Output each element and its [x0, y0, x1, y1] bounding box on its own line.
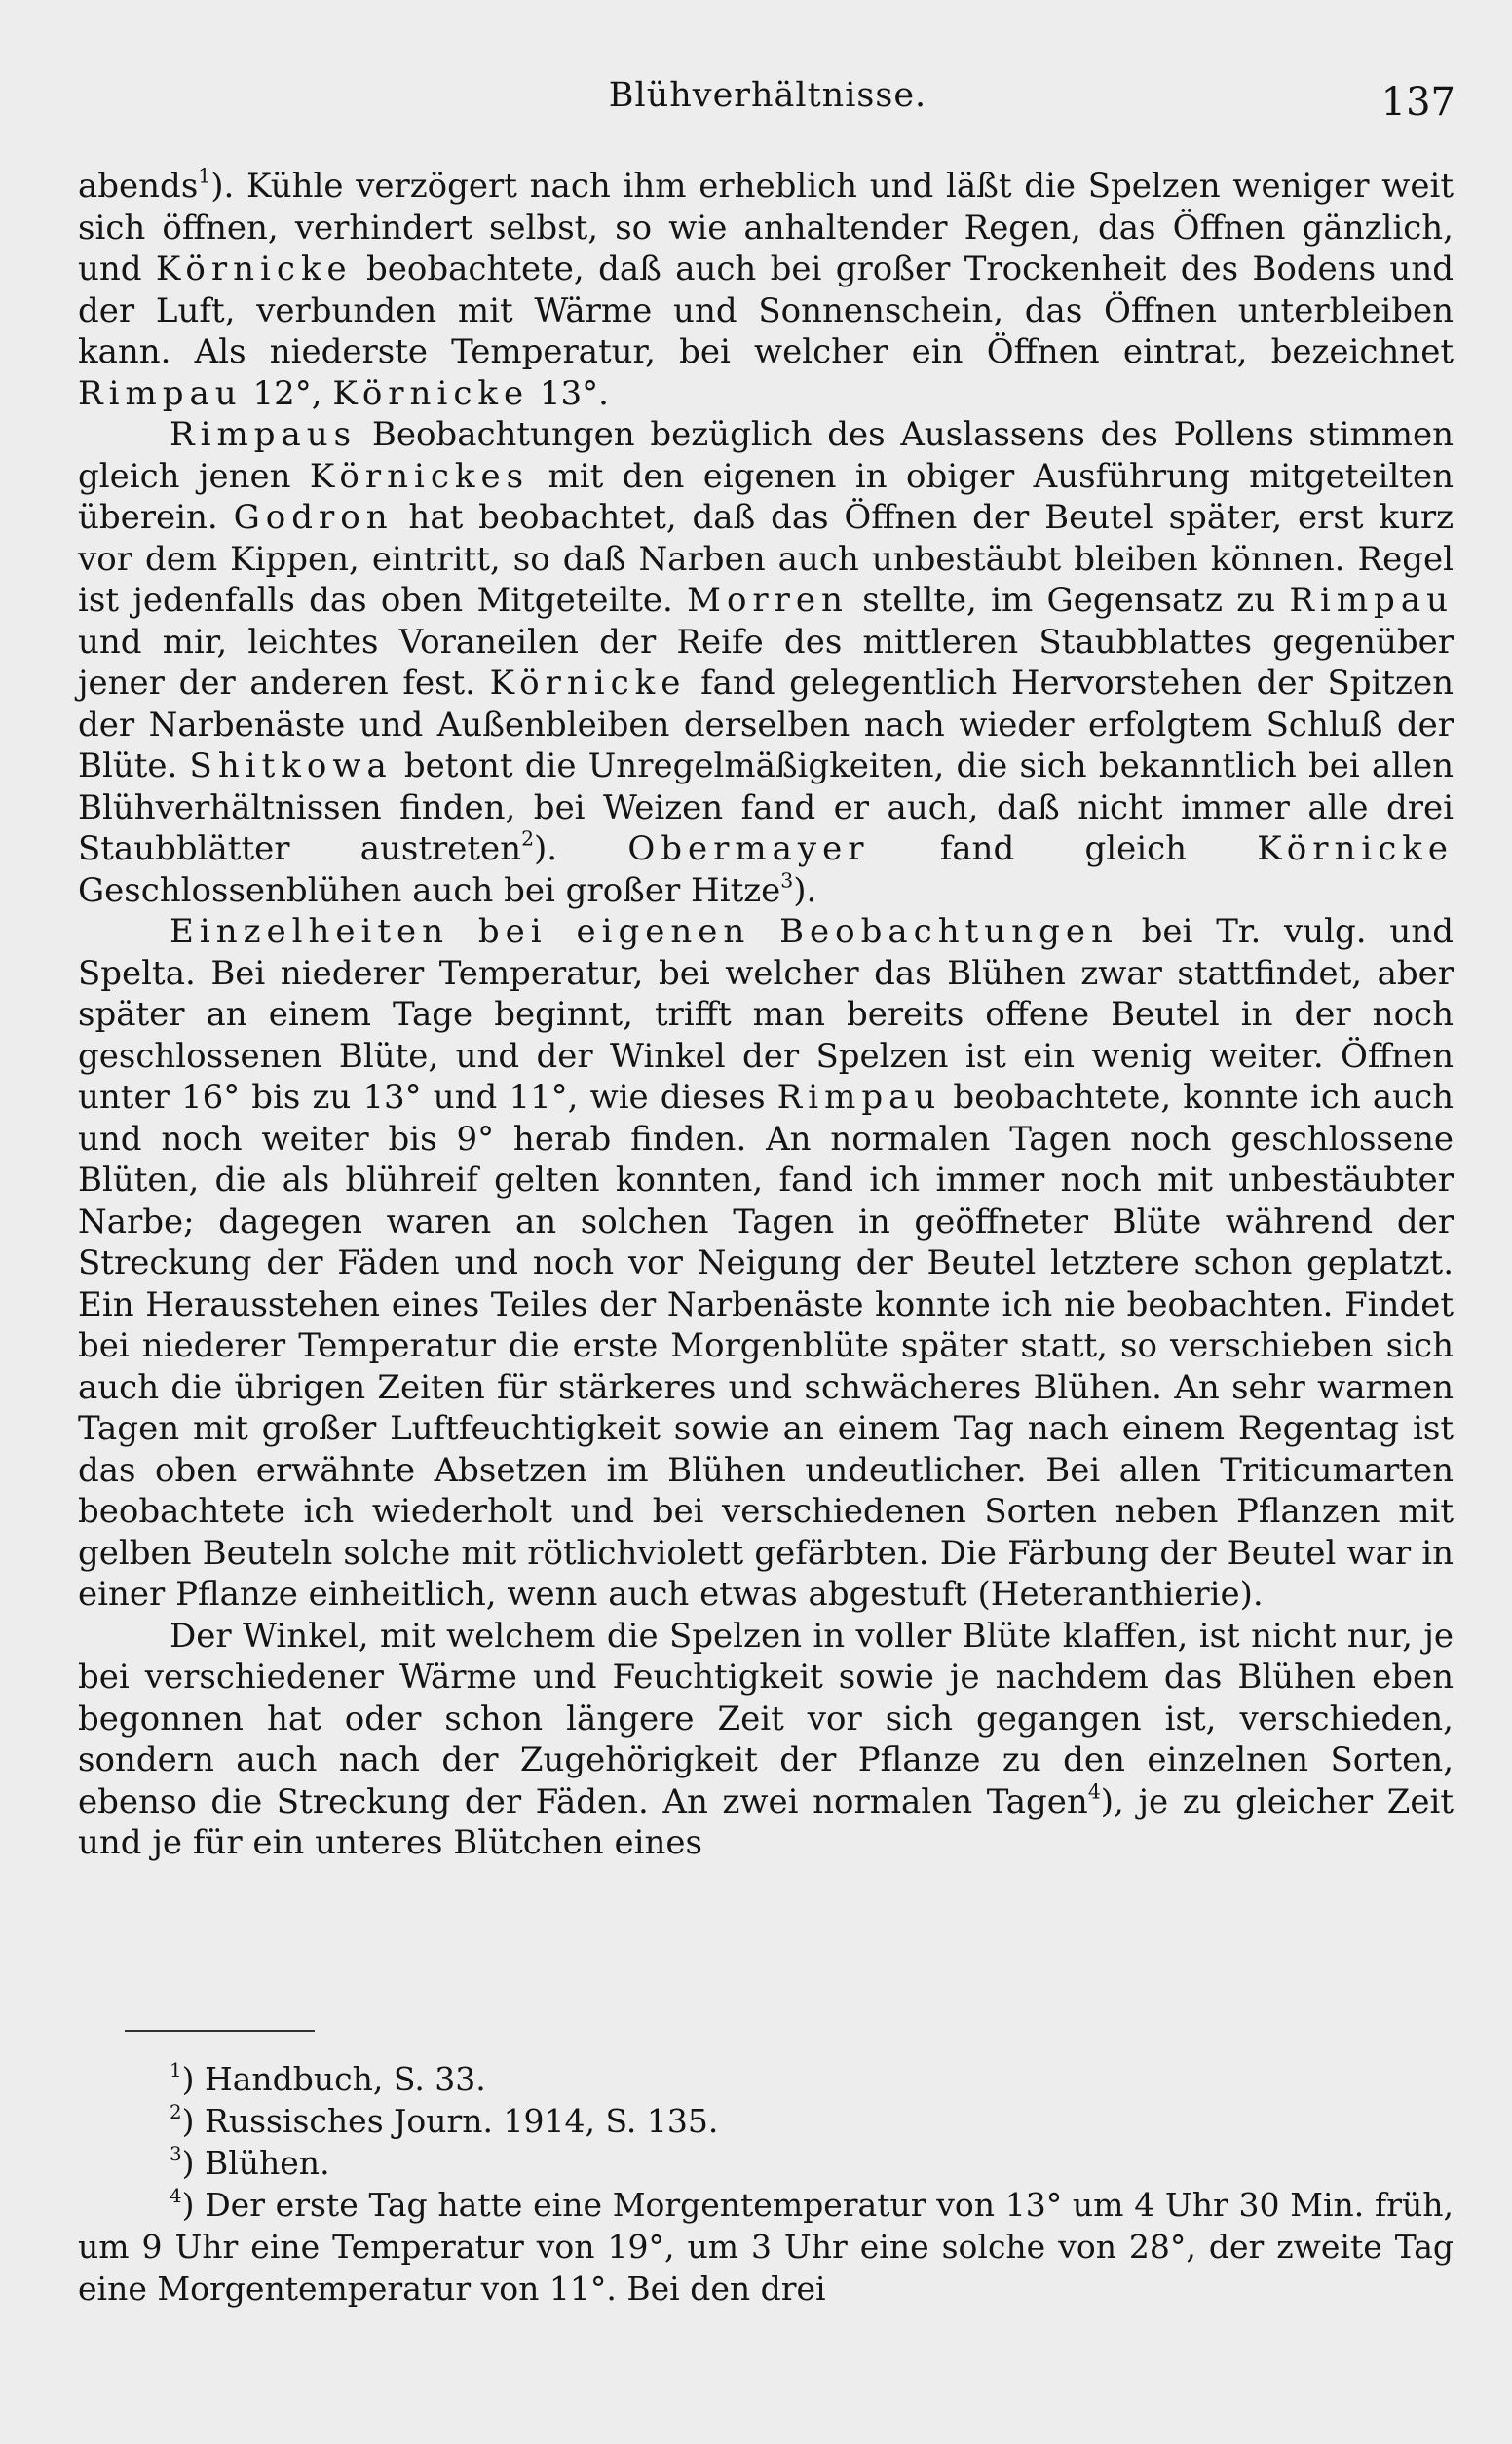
paragraph: [78, 414, 1454, 911]
footnote-marker: 4: [170, 2185, 182, 2208]
footnote-marker: 2: [170, 2101, 182, 2124]
text-run: ).: [793, 870, 817, 910]
text-run: fand gelegentlich Hervorstehen der Spitzen der Narbenäste und Außenbleiben derselben nach wieder erfolgtem Schluß der Blüte.: [78, 664, 1454, 785]
text-run: und mir, leichtes Voraneilen der Reife des mittleren Staubblattes gegenüber jener der anderen fest.: [78, 622, 1454, 703]
footnote-marker: 3: [170, 2143, 182, 2166]
footnote-ref: 4: [1087, 1779, 1101, 1804]
text-run: 12°,: [242, 373, 333, 413]
spaced-name: Körnicke: [155, 249, 353, 288]
spaced-name: Einzelheiten bei eigenen Beobachtungen: [170, 912, 1118, 951]
page-header: [80, 76, 1455, 134]
spaced-name: Obermayer: [627, 829, 870, 868]
text-run: bei Tr. vulg. und Spelta. Bei niederer Temperatur, bei welcher das Blühen zwar stattfindet, aber später an einem Tage beginnt, trifft man bereits offene Beutel in der noch geschlossenen Blüte, und der Winkel der Spelzen ist ein wenig weiter. Öffnen unter 16° bis zu 13° und 11°, wie dieses: [78, 912, 1454, 1117]
footnote-divider: [125, 2030, 315, 2032]
footnote: $^4$) Der erste Tag hatte eine Morgentemperatur von 13° um 4 Uhr 30 Min. früh, um 9 Uhr eine Temperatur von 19°, um 3 Uhr eine solche von 28°, der zweite Tag eine Morgentemperatur von 11°. Bei den drei: [78, 2185, 1454, 2308]
spaced-name: Morren: [687, 581, 849, 620]
footnote-text: Russisches Journ. 1914, S. 135.: [204, 2102, 719, 2140]
footnote-text: Handbuch, S. 33.: [204, 2060, 486, 2098]
text-run: mit den eigenen in obiger Ausführung mitgeteilten überein.: [78, 456, 1454, 537]
spaced-name: Körnicke: [332, 373, 530, 413]
running-title: Blühverhältnisse.: [608, 76, 927, 115]
page-number: 137: [1380, 80, 1455, 125]
footnote: $^2$) Russisches Journ. 1914, S. 135.: [170, 2101, 719, 2140]
spaced-name: Rimpau: [78, 373, 243, 413]
paragraph: [78, 1616, 1454, 1864]
text-run: abends: [78, 167, 199, 206]
footnote-text: Der erste Tag hatte eine Morgentemperatur von 13° um 4 Uhr 30 Min. früh, um 9 Uhr eine Temperatur von 19°, um 3 Uhr eine solche von 28°, der zweite Tag eine Morgentemperatur von 11°. Bei den drei: [78, 2186, 1454, 2308]
footnote: $^3$) Blühen.: [170, 2143, 330, 2182]
footnote-text: Blühen.: [204, 2144, 330, 2182]
spaced-name: Rimpau: [776, 1078, 942, 1117]
spaced-name: Rimpaus: [170, 415, 358, 454]
spaced-name: Shitkowa: [189, 746, 393, 785]
footnote-ref: 3: [780, 868, 794, 893]
footnote-marker: 1: [170, 2059, 182, 2082]
spaced-name: Körnicke: [489, 664, 687, 703]
text-run: ).: [534, 829, 628, 868]
text-run: ). Kühle verzögert nach ihm erheblich und läßt die Spelzen weniger weit sich öffnen, verhindert selbst, so wie anhaltender Regen, das Öffnen gänzlich, und: [78, 167, 1454, 288]
spaced-name: Körnickes: [309, 456, 530, 496]
text-run: betont die Unregelmäßigkeiten, die sich bekanntlich bei allen Blühverhältnissen finden, bei Weizen fand er auch, daß nicht immer alle drei Staubblätter austreten: [78, 746, 1454, 868]
text-run: 13°.: [529, 373, 609, 413]
footnote-ref: 2: [521, 826, 535, 851]
text-run: stellte, im Gegensatz zu: [848, 581, 1290, 620]
footnotes: [78, 2058, 1454, 2310]
spaced-name: Godron: [233, 498, 394, 537]
spaced-name: Körnicke: [1257, 829, 1454, 868]
text-run: fand gleich: [869, 829, 1258, 868]
spaced-name: Rimpau: [1289, 581, 1454, 620]
text-run: hat beobachtet, daß das Öffnen der Beutel später, erst kurz vor dem Kippen, eintritt, so daß Narben auch unbestäubt bleiben können. Regel ist jedenfalls das oben Mitgeteilte.: [78, 498, 1455, 620]
footnote-ref: 1: [198, 164, 211, 188]
text-run: Der Winkel, mit welchem die Spelzen in voller Blüte klaffen, ist nicht nur, je bei verschiedener Wärme und Feuchtigkeit sowie je nachdem das Blühen eben begonnen hat oder schon längere Zeit vor sich gegangen ist, verschieden, sondern auch nach der Zugehörigkeit der Pflanze zu den einzelnen Sorten, ebenso die Streckung der Fäden. An zwei normalen Tagen: [78, 1616, 1454, 1821]
text-run: beobachtete, daß auch bei großer Trockenheit des Bodens und der Luft, verbunden mit Wärme und Sonnenschein, das Öffnen unterbleiben kann. Als niederste Temperatur, bei welcher ein Öffnen eintrat, bezeichnet: [78, 249, 1454, 371]
text-run: Beobachtungen bezüglich des Auslassens des Pollens stimmen gleich jenen: [78, 415, 1454, 496]
text-run: ), je zu gleicher Zeit und je für ein unteres Blütchen eines: [78, 1781, 1454, 1862]
text-run: beobachtete, konnte ich auch und noch weiter bis 9° herab finden. An normalen Tagen noch geschlossene Blüten, die als blühreif gelten konnten, fand ich immer noch mit unbestäubter Narbe; dagegen waren an solchen Tagen in geöffneter Blüte während der Streckung der Fäden und noch vor Neigung der Beutel letztere schon geplatzt. Ein Herausstehen eines Teiles der Narbenäste konnte ich nie beobachten. Findet bei niederer Temperatur die erste Morgenblüte später statt, so verschieben sich auch die übrigen Zeiten für stärkeres und schwächeres Blühen. An sehr warmen Tagen mit großer Luftfeuchtigkeit sowie an einem Tag nach einem Regentag ist das oben erwähnte Absetzen im Blühen undeutlicher. Bei allen Triticumarten beobachtete ich wiederholt und bei verschiedenen Sorten neben Pflanzen mit gelben Beuteln solche mit rötlichviolett gefärbten. Die Färbung der Beutel war in einer Pflanze einheitlich, wenn auch etwas abgestuft (Heteranthierie).: [78, 1078, 1455, 1614]
text-run: Geschlossenblühen auch bei großer Hitze: [78, 870, 781, 910]
paragraph: [78, 166, 1454, 414]
footnote: $^1$) Handbuch, S. 33.: [170, 2059, 486, 2098]
paragraph: [78, 911, 1454, 1616]
main-text: [78, 166, 1454, 1864]
